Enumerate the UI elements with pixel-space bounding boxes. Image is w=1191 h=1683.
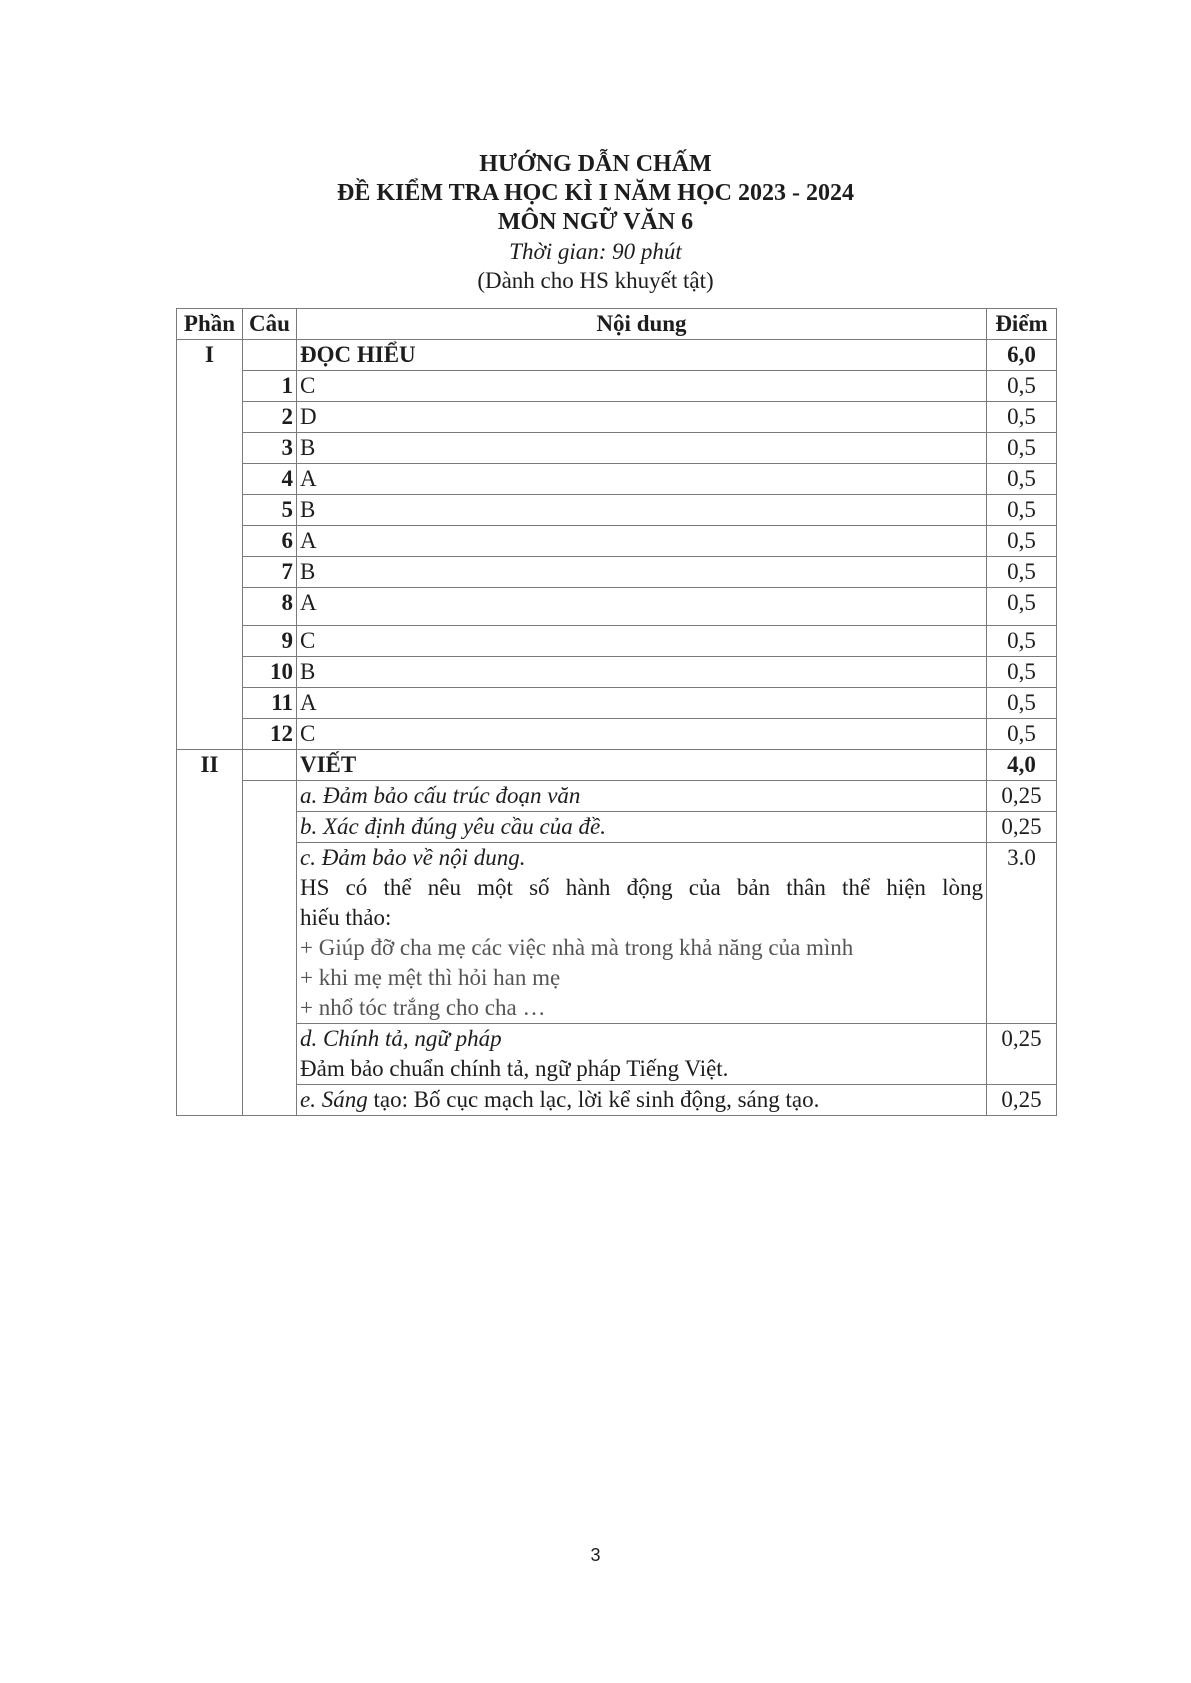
table-row [177,371,1057,402]
criterion-e-score: 0,25 [987,1085,1057,1116]
question-number: 5 [243,495,297,526]
table-row [177,626,1057,657]
criterion-c-item: + Giúp đỡ cha mẹ các việc nhà mà trong khả năng của mình [300,935,854,960]
question-number: 8 [243,588,297,626]
table-row [177,495,1057,526]
answer-score: 0,5 [987,657,1057,688]
question-number: 9 [243,626,297,657]
header-part: Phần [177,309,243,340]
question-number: 11 [243,688,297,719]
answer: B [297,557,987,588]
criterion-a-score: 0,25 [987,781,1057,812]
answer-score: 0,5 [987,371,1057,402]
answer-score: 0,5 [987,557,1057,588]
criterion-d-body: Đảm bảo chuẩn chính tả, ngữ pháp Tiếng Việt. [300,1056,729,1081]
header-question: Câu [243,309,297,340]
answer-score: 0,5 [987,433,1057,464]
answer-score: 0,5 [987,464,1057,495]
part1-row [177,340,1057,371]
title-line-3: MÔN NGỮ VĂN 6 [497,209,694,235]
part1-title: ĐỌC HIỂU [297,340,987,371]
answer: A [297,588,987,626]
criterion-c-title: c. Đảm bảo về nội dung. [300,845,526,870]
question-number: 6 [243,526,297,557]
title-line-1: HƯỚNG DẪN CHẤM [479,151,712,177]
criterion-c-intro-line1: HS có thể nêu một số hành động của bản thân thể hiện lòng [300,875,983,900]
table-row [177,526,1057,557]
answer: A [297,688,987,719]
header-score: Điểm [987,309,1057,340]
document-header [0,150,1191,295]
answer: B [297,657,987,688]
question-number: 1 [243,371,297,402]
part1-label: I [177,340,243,371]
question-number: 4 [243,464,297,495]
title-line-2: ĐỀ KIỂM TRA HỌC KÌ I NĂM HỌC 2023 - 2024 [337,180,854,206]
table-header-row [177,309,1057,340]
criterion-c-item: + khi mẹ mệt thì hỏi han mẹ [300,965,561,990]
answer: C [297,719,987,750]
criterion-a-row [177,781,1057,812]
answer-score: 0,5 [987,402,1057,433]
criterion-d-score: 0,25 [987,1024,1057,1085]
answer: A [297,464,987,495]
question-number: 10 [243,657,297,688]
question-number: 12 [243,719,297,750]
part1-score: 6,0 [987,340,1057,371]
criterion-e-row [177,1085,1057,1116]
criterion-c-score: 3.0 [987,843,1057,1024]
answer-score: 0,5 [987,526,1057,557]
part2-title: VIẾT [297,750,987,781]
table-row [177,402,1057,433]
criterion-d-content [297,1024,987,1085]
criterion-d-title: d. Chính tả, ngữ pháp [300,1026,502,1051]
question-number: 7 [243,557,297,588]
header-content: Nội dung [297,309,987,340]
table-row [177,433,1057,464]
question-number: 2 [243,402,297,433]
question-number: 3 [243,433,297,464]
criterion-d-row [177,1024,1057,1085]
part2-q-empty [243,750,297,781]
criterion-c-item: + nhổ tóc trắng cho cha … [300,995,546,1020]
table-row [177,557,1057,588]
grading-table [176,308,1057,1116]
criterion-e-label: e. Sáng [300,1087,368,1112]
criterion-c-intro-line2: hiếu thảo: [300,905,392,930]
answer: A [297,526,987,557]
part2-row [177,750,1057,781]
answer: C [297,371,987,402]
criterion-b-row [177,812,1057,843]
part2-label: II [177,750,243,781]
table-row [177,464,1057,495]
table-row [177,688,1057,719]
answer-score: 0,5 [987,588,1057,626]
criterion-e-content [297,1085,987,1116]
answer-score: 0,5 [987,495,1057,526]
criterion-b-text: b. Xác định đúng yêu cầu của đề. [297,812,987,843]
part2-score: 4,0 [987,750,1057,781]
table-row [177,719,1057,750]
page-number: 3 [590,1545,601,1565]
criterion-e-body: tạo: Bố cục mạch lạc, lời kể sinh động, sáng tạo. [367,1087,820,1112]
answer-score: 0,5 [987,626,1057,657]
criterion-a-text: a. Đảm bảo cấu trúc đoạn văn [297,781,987,812]
table-row [177,588,1057,626]
exam-duration: Thời gian: 90 phút [509,239,682,264]
answer: B [297,495,987,526]
answer-score: 0,5 [987,688,1057,719]
answer: B [297,433,987,464]
part1-q-empty [243,340,297,371]
criterion-c-content [297,843,987,1024]
answer: C [297,626,987,657]
criterion-b-score: 0,25 [987,812,1057,843]
exam-note: (Dành cho HS khuyết tật) [477,268,714,293]
answer: D [297,402,987,433]
criterion-c-row [177,843,1057,1024]
answer-score: 0,5 [987,719,1057,750]
table-row [177,657,1057,688]
